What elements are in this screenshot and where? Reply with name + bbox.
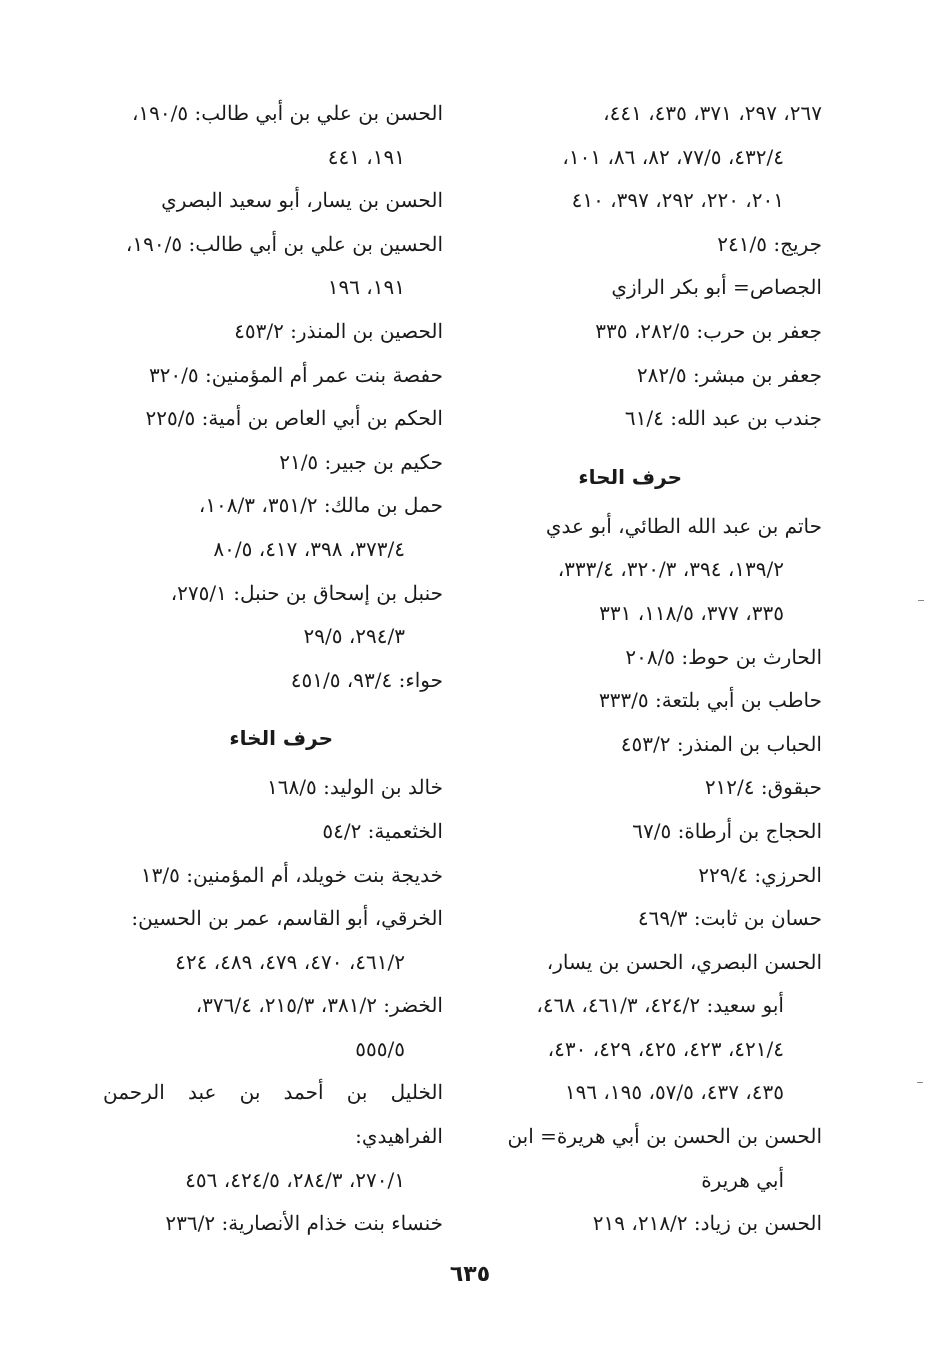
- entry-line: خنساء بنت خذام الأنصارية: ٢٣٦/٢: [165, 1211, 443, 1236]
- entry-line: الحسن بن الحسن بن أبي هريرة= ابن: [507, 1124, 822, 1149]
- left-top-entries: [103, 92, 443, 702]
- entry-line: خديجة بنت خويلد، أم المؤمنين: ١٣/٥: [140, 862, 443, 887]
- left-column: [103, 92, 443, 1246]
- index-entry: [482, 941, 822, 1115]
- entry-line: حكيم بن جبير: ٢١/٥: [279, 449, 443, 474]
- scan-speck: [917, 1082, 923, 1083]
- entry-line: الحارث بن حوط: ٢٠٨/٥: [625, 644, 822, 669]
- index-entry: [482, 505, 822, 636]
- index-entry: [482, 636, 822, 680]
- index-entry: [482, 92, 822, 223]
- section-heading-khaa: حرف الخاء: [229, 726, 333, 751]
- entry-line: الحكم بن أبي العاص بن أمية: ٢٢٥/٥: [145, 406, 443, 431]
- index-entry: [103, 766, 443, 810]
- right-top-entries: [482, 92, 822, 441]
- entry-line: جعفر بن حرب: ٢٨٢/٥، ٣٣٥: [595, 318, 822, 343]
- entry-line: الخليل بن أحمد بن عبد الرحمن الفراهيدي:: [103, 1080, 443, 1149]
- index-entry: [482, 266, 822, 310]
- entry-line: جندب بن عبد الله: ٦١/٤: [624, 406, 822, 431]
- entry-line: الحسن البصري، الحسن بن يسار،: [546, 949, 822, 974]
- entry-continuation-line: ٤٢١/٤، ٤٢٣، ٤٢٥، ٤٢٩، ٤٣٠،: [547, 1036, 784, 1061]
- index-entry: [103, 179, 443, 223]
- index-entry: [482, 1115, 822, 1202]
- entry-continuation-line: ٢٠١، ٢٢٠، ٢٩٢، ٣٩٧، ٤١٠: [571, 188, 784, 213]
- entry-line: الخضر: ٣٨١/٢، ٢١٥/٣، ٣٧٦/٤،: [195, 993, 443, 1018]
- entry-line: حسان بن ثابت: ٤٦٩/٣: [637, 906, 822, 931]
- index-entry: [482, 223, 822, 267]
- index-entry: [482, 397, 822, 441]
- entry-line: الحرزي: ٢٢٩/٤: [698, 862, 822, 887]
- entry-line: حاطب بن أبي بلتعة: ٣٣٣/٥: [598, 688, 822, 713]
- index-entry: [103, 810, 443, 854]
- left-khaa-entries: [103, 766, 443, 1246]
- index-entry: [482, 897, 822, 941]
- entry-continuation-line: ٤٦١/٢، ٤٧٠، ٤٧٩، ٤٨٩، ٤٢٤: [175, 949, 405, 974]
- index-entry: [103, 354, 443, 398]
- index-entry: [103, 1071, 443, 1202]
- index-entry: [482, 723, 822, 767]
- index-entry: [103, 854, 443, 898]
- entry-line: جعفر بن مبشر: ٢٨٢/٥: [636, 362, 822, 387]
- entry-continuation-line: ٢٧٠/١، ٢٨٤/٣، ٤٢٤/٥، ٤٥٦: [185, 1167, 405, 1192]
- entry-line: الحصين بن المنذر: ٤٥٣/٢: [234, 318, 443, 343]
- section-heading-haa: حرف الحاء: [578, 464, 682, 489]
- entry-line: حبقوق: ٢١٢/٤: [704, 775, 822, 800]
- entry-line: الحسين بن علي بن أبي طالب: ١٩٠/٥،: [125, 231, 443, 256]
- entry-continuation-line: ٣٣٥، ٣٧٧، ١١٨/٥، ٣٣١: [599, 600, 784, 625]
- entry-line: الحجاج بن أرطاة: ٦٧/٥: [632, 818, 822, 843]
- index-entry: [103, 484, 443, 571]
- entry-continuation-line: ٤٣٢/٤، ٧٧/٥، ٨٢، ٨٦، ١٠١،: [562, 144, 784, 169]
- entry-continuation-line: ٢٩٤/٣، ٢٩/٥: [303, 624, 405, 649]
- index-entry: [103, 92, 443, 179]
- entry-continuation-line: ١٩١، ١٩٦: [327, 275, 405, 300]
- entry-line: حفصة بنت عمر أم المؤمنين: ٣٢٠/٥: [148, 362, 443, 387]
- entry-continuation-line: ٥٥٥/٥: [355, 1036, 405, 1061]
- entry-line: الخرقي، أبو القاسم، عمر بن الحسين:: [131, 906, 443, 931]
- index-entry: [103, 441, 443, 485]
- index-entry: [103, 984, 443, 1071]
- index-entry: [482, 1202, 822, 1246]
- index-entry: [482, 679, 822, 723]
- page-number: ٦٣٥: [449, 1262, 491, 1287]
- entry-continuation-line: ٤٣٥، ٤٣٧، ٥٧/٥، ١٩٥، ١٩٦: [564, 1080, 784, 1105]
- index-entry: [482, 310, 822, 354]
- entry-continuation-line: ١٩١، ٤٤١: [327, 144, 405, 169]
- entry-line: حمل بن مالك: ٣٥١/٢، ١٠٨/٣،: [198, 493, 443, 518]
- entry-continuation-line: ٣٧٣/٤، ٣٩٨، ٤١٧، ٨٠/٥: [213, 536, 405, 561]
- entry-continuation-line: أبي هريرة: [701, 1167, 784, 1192]
- index-entry: [103, 223, 443, 310]
- entry-line: جريج: ٢٤١/٥: [717, 231, 822, 256]
- index-entry: [482, 810, 822, 854]
- entry-line: الجصاص= أبو بكر الرازي: [611, 275, 822, 300]
- entry-line: الحسن بن يسار، أبو سعيد البصري: [161, 188, 443, 213]
- entry-line: الخثعمية: ٥٤/٢: [322, 818, 443, 843]
- index-entry: [103, 397, 443, 441]
- scan-speck: [918, 600, 924, 601]
- index-entry: [482, 354, 822, 398]
- right-column: [482, 92, 822, 1246]
- index-entry: [103, 572, 443, 659]
- entry-line: حنبل بن إسحاق بن حنبل: ٢٧٥/١،: [170, 580, 443, 605]
- entry-line: خالد بن الوليد: ١٦٨/٥: [267, 775, 443, 800]
- index-entry: [103, 310, 443, 354]
- index-entry: [103, 897, 443, 984]
- entry-line: الحسن بن علي بن أبي طالب: ١٩٠/٥،: [131, 101, 443, 125]
- index-entry: [103, 1202, 443, 1246]
- index-entry: [103, 659, 443, 703]
- right-haa-entries: [482, 505, 822, 1246]
- index-entry: [482, 766, 822, 810]
- entry-line: حاتم بن عبد الله الطائي، أبو عدي: [545, 513, 822, 538]
- entry-line: الحسن بن زياد: ٢١٨/٢، ٢١٩: [592, 1211, 822, 1236]
- entry-continuation-line: أبو سعيد: ٤٢٤/٢، ٤٦١/٣، ٤٦٨،: [536, 993, 784, 1018]
- entry-line: حواء: ٩٣/٤، ٤٥١/٥: [290, 667, 443, 692]
- entry-line: ٢٦٧، ٢٩٧، ٣٧١، ٤٣٥، ٤٤١،: [603, 101, 822, 125]
- entry-line: الحباب بن المنذر: ٤٥٣/٢: [620, 731, 822, 756]
- entry-continuation-line: ١٣٩/٢، ٣٩٤، ٣٢٠/٣، ٣٣٣/٤،: [557, 557, 784, 582]
- index-entry: [482, 854, 822, 898]
